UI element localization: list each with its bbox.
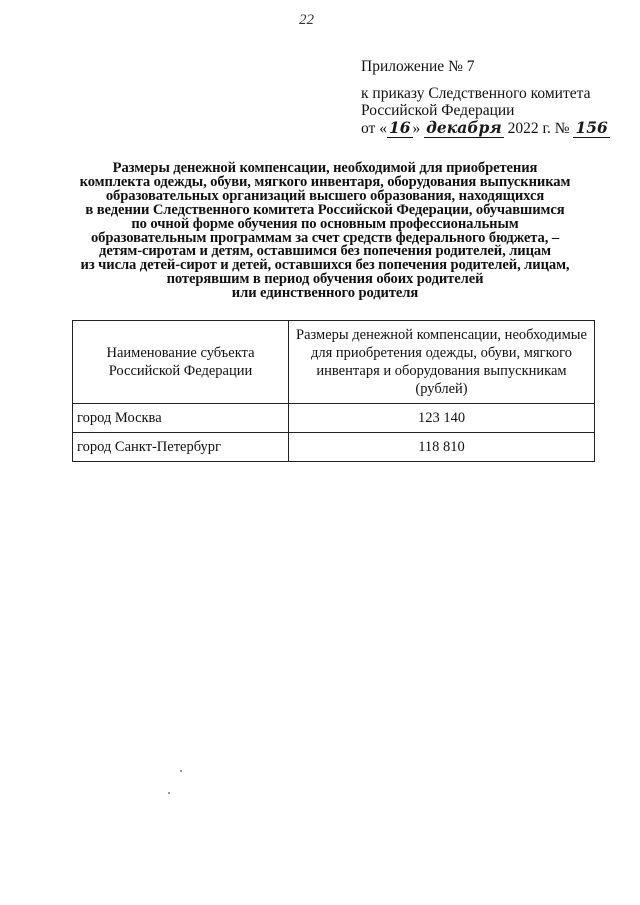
annex-order-line: к приказу Следственного комитета [361,85,591,102]
date-prefix: от « [361,120,387,137]
date-mid: » [412,120,421,137]
heading-line: потерявшим в период обучения обоих родителей [166,271,484,288]
scan-speck [168,792,170,794]
date-year: 2022 г. № [507,120,570,137]
annex-title: Приложение № 7 [361,58,475,75]
column-header-amount: Размеры денежной компенсации, необходимые для приобретения одежды, обуви, мягкого инвентаря и оборудования выпускникам (рублей) [289,321,595,404]
heading-line: комплекта одежды, обуви, мягкого инвентаря, оборудования выпускникам [79,173,571,190]
annex-date-line [361,119,631,137]
region-cell: город Москва [73,404,289,433]
heading-line: Размеры денежной компенсации, необходимой для приобретения [112,160,538,176]
heading-line: образовательных организаций высшего образования, находящихся [105,187,545,204]
amount-cell: 123 140 [289,404,595,433]
heading-line: детям-сиротам и детям, оставшимся без попечения родителей, лицам [99,243,551,260]
handwritten-number: 156 [575,118,608,137]
handwritten-day: 16 [388,118,411,137]
annex-org-line: Российской Федерации [361,102,515,119]
page-number: 22 [299,12,314,28]
heading-line: образовательным программам за счет средств федерального бюджета, – [90,229,560,246]
heading-line: в ведении Следственного комитета Российской Федерации, обучавшимся [85,201,565,218]
compensation-table [72,320,595,462]
annex-block [361,58,631,137]
table-row [73,404,595,433]
heading-line: из числа детей-сирот и детей, оставшихся без попечения родителей, лицам, [80,257,570,274]
scan-speck [180,770,182,772]
handwritten-month: декабря [426,118,502,137]
table-header-row [73,321,595,404]
heading-line: или единственного родителя [231,285,419,302]
heading-line: по очной форме обучения по основным профессиональным [131,215,519,232]
amount-cell: 118 810 [289,433,595,462]
column-header-region: Наименование субъекта Российской Федерации [73,321,289,404]
table-row [73,433,595,462]
document-heading [60,162,590,301]
region-cell: город Санкт-Петербург [73,433,289,462]
